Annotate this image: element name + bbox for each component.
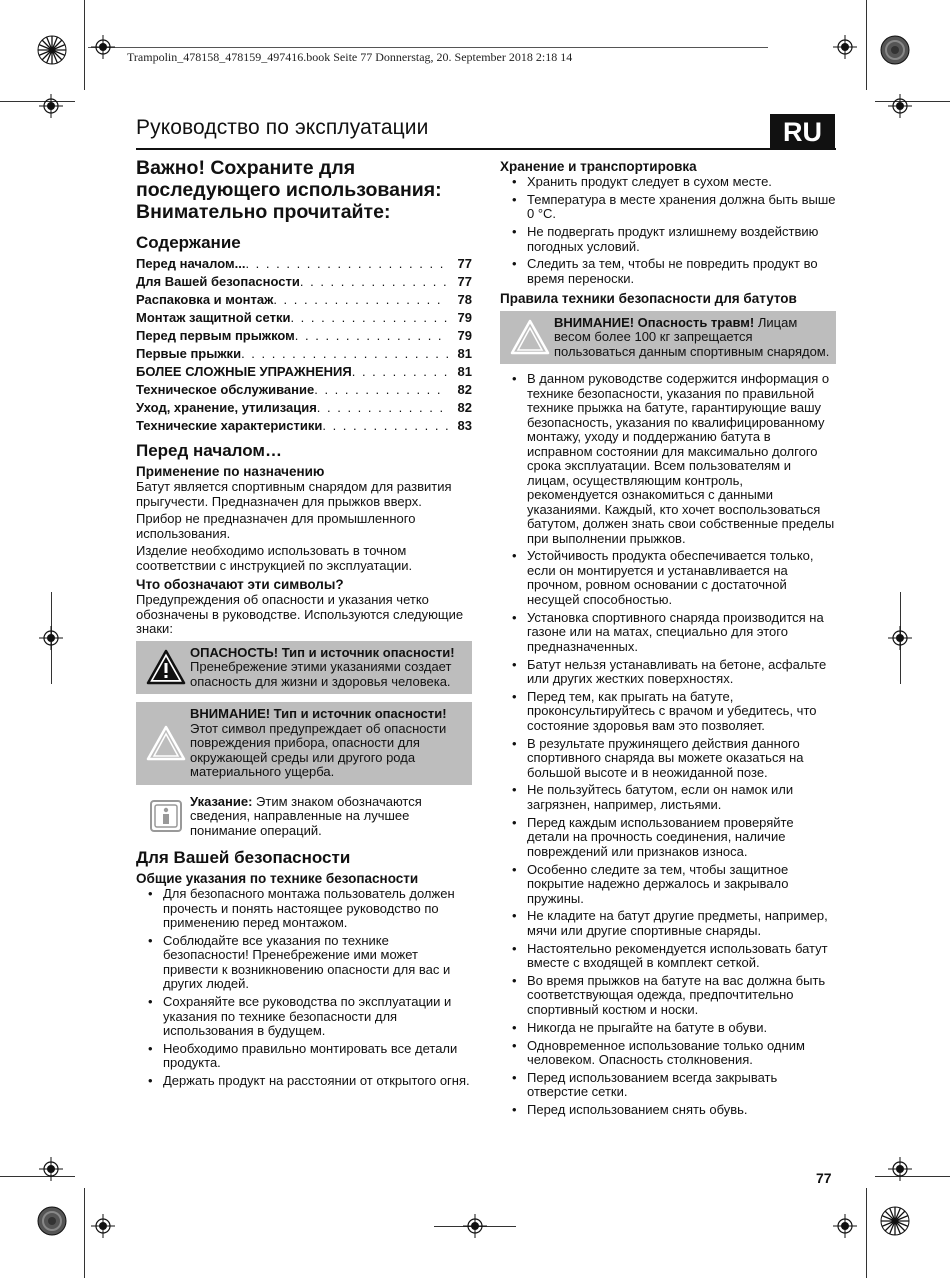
right-column	[500, 158, 836, 1121]
usage-paragraph: Батут является спортивным снарядом для развития прыгучести. Предназначен для прыжков вверх.	[136, 479, 452, 509]
toc-entry[interactable]: Технические характеристики . . . 83	[136, 417, 472, 435]
injury-text: Лицам весом более 100 кг запрещается пользоваться данным спортивным снарядом.	[554, 314, 830, 359]
info-icon	[150, 800, 182, 832]
list-item: • Установка спортивного снаряда производится на газоне или на матах, специально для этого предназначенных.	[500, 611, 836, 655]
list-item: • Не подвергать продукт излишнему воздействию погодных условий.	[500, 225, 836, 254]
list-item: • Настоятельно рекомендуется использовать батут вместе с входящей в комплект сеткой.	[500, 942, 836, 971]
starburst-mark-icon	[37, 35, 67, 65]
list-item: • Для безопасного монтажа пользователь должен прочесть и понять настоящее руководство по применению перед монтажом.	[136, 887, 472, 931]
warning-label: ВНИМАНИЕ! Тип и источник опасности!	[190, 706, 447, 721]
usage-paragraph: Прибор не предназначен для промышленного использования.	[136, 511, 416, 541]
danger-box	[136, 641, 472, 695]
toc-entry[interactable]: Распаковка и монтаж . . . 78	[136, 291, 472, 309]
list-item: • Не пользуйтесь батутом, если он намок или загрязнен, например, листьями.	[500, 783, 836, 812]
list-item: • Необходимо правильно монтировать все детали продукта.	[136, 1042, 472, 1071]
important-notice: Важно! Сохраните для последующего использования: Внимательно прочитайте:	[136, 157, 442, 223]
starburst-mark-icon	[880, 1206, 910, 1236]
toc-entry[interactable]: Техническое обслуживание . . . 82	[136, 381, 472, 399]
warning-triangle-icon	[510, 319, 550, 355]
toc-entry[interactable]: Уход, хранение, утилизация . . . 82	[136, 399, 472, 417]
registration-mark-icon	[833, 35, 857, 59]
note-box	[136, 793, 472, 841]
registration-mark-icon	[888, 1157, 912, 1181]
injury-label: ВНИМАНИЕ! Опасность травм!	[554, 314, 755, 330]
list-item: • Соблюдайте все указания по технике безопасности! Пренебрежение ими может привести к возникновению опасности для вас и других людей.	[136, 934, 472, 992]
list-item: • Батут нельзя устанавливать на бетоне, асфальте или других жестких поверхностях.	[500, 658, 836, 687]
list-item: • Хранить продукт следует в сухом месте.	[500, 175, 836, 190]
toc-entry[interactable]: Первые прыжки . . . 81	[136, 345, 472, 363]
list-item: • Перед тем, как прыгать на батуте, проконсультируйтесь с врачом и убедитесь, что состояние здоровья вам это позволяет.	[500, 690, 836, 734]
section-before-start: Перед началом…	[136, 441, 282, 460]
list-item: • Сохраняйте все руководства по эксплуатации и указания по технике безопасности для использования в будущем.	[136, 995, 472, 1039]
general-safety-title: Общие указания по технике безопасности	[136, 871, 419, 886]
list-item: • Во время прыжков на батуте на вас должна быть соответствующая одежда, предпочтительно спортивный костюм и носки.	[500, 974, 836, 1018]
registration-mark-icon	[833, 1214, 857, 1238]
list-item: • Следить за тем, чтобы не повредить продукт во время переноски.	[500, 257, 836, 286]
symbols-title: Что обозначают эти символы?	[136, 577, 344, 592]
list-item: • Не кладите на батут другие предметы, например, мячи или другие спортивные снаряды.	[500, 909, 836, 938]
registration-mark-icon	[39, 626, 63, 650]
registration-mark-icon	[39, 1157, 63, 1181]
storage-title: Хранение и транспортировка	[500, 159, 697, 174]
gray-target-mark-icon	[37, 1206, 67, 1236]
toc-entry[interactable]: Для Вашей безопасности . . . 77	[136, 273, 472, 291]
toc-title: Содержание	[136, 233, 241, 252]
storage-list	[500, 175, 836, 286]
list-item: • Особенно следите за тем, чтобы защитное покрытие надежно держалось и закрывало пружины.	[500, 863, 836, 907]
page-title: Руководство по эксплуатации	[136, 116, 429, 139]
list-item: • Устойчивость продукта обеспечивается только, если он монтируется и устанавливается на прочном, ровном основании с достаточной несущей способностью.	[500, 549, 836, 607]
left-column	[136, 157, 472, 1092]
note-text: Этим знаком обозначаются сведения, направленные на лучшее понимание операций.	[190, 793, 422, 838]
danger-triangle-icon	[146, 649, 186, 685]
toc-entry[interactable]: Перед началом... . . . 77	[136, 255, 472, 273]
warning-box	[136, 702, 472, 785]
list-item: • В результате пружинящего действия данного спортивного снаряда вы можете оказаться на большой высоте и в неожиданной позе.	[500, 737, 836, 781]
list-item: • Одновременное использование только одним человеком. Опасность столкновения.	[500, 1039, 836, 1068]
trampoline-rules-list	[500, 372, 836, 1117]
language-badge: RU	[770, 114, 835, 150]
warning-text: Этот символ предупреждает об опасности повреждения прибора, опасности для окружающей среды или другого рода материального ущерба.	[190, 720, 447, 779]
toc-entry[interactable]: БОЛЕЕ СЛОЖНЫЕ УПРАЖНЕНИЯ . . . 81	[136, 363, 472, 381]
registration-mark-icon	[91, 35, 115, 59]
usage-title: Применение по назначению	[136, 464, 325, 479]
list-item: • Перед каждым использованием проверяйте детали на прочность соединения, наличие повреждений или признаков износа.	[500, 816, 836, 860]
table-of-contents	[136, 255, 472, 435]
general-safety-list	[136, 887, 472, 1089]
print-header: Trampolin_478158_478159_497416.book Seite 77 Donnerstag, 20. September 2018 2:18 14	[127, 50, 573, 64]
list-item: • В данном руководстве содержится информация о технике безопасности, указания по правильной технике прыжка на батуте, гарантирующие вашу безопасность, указания по квалифицированному монтажу, уходу и поддержанию батута в исправном состоянии для максимально долгого срока эксплуатации. Всем пользователям и лицам, осуществляющим контроль, рекомендуется ознакомиться с данными указаниями. Каждый, кто хочет воспользоваться батутом, должен знать свои собственные пределы при выполнении прыжков.	[500, 372, 836, 546]
section-safety: Для Вашей безопасности	[136, 848, 351, 867]
registration-mark-icon	[39, 94, 63, 118]
registration-mark-icon	[888, 94, 912, 118]
title-divider	[136, 148, 836, 150]
registration-mark-icon	[463, 1214, 487, 1238]
trampoline-rules-title: Правила техники безопасности для батутов	[500, 290, 797, 306]
warning-triangle-icon	[146, 725, 186, 761]
list-item: • Держать продукт на расстоянии от открытого огня.	[136, 1074, 472, 1089]
registration-mark-icon	[91, 1214, 115, 1238]
list-item: • Перед использованием снять обувь.	[500, 1103, 836, 1118]
gray-target-mark-icon	[880, 35, 910, 65]
list-item: • Никогда не прыгайте на батуте в обуви.	[500, 1021, 836, 1036]
toc-entry[interactable]: Перед первым прыжком . . . 79	[136, 327, 472, 345]
list-item: • Температура в месте хранения должна быть выше 0 °C.	[500, 193, 836, 222]
list-item: • Перед использованием всегда закрывать отверстие сетки.	[500, 1071, 836, 1100]
injury-warning-box	[500, 311, 836, 365]
danger-label: ОПАСНОСТЬ! Тип и источник опасности!	[190, 644, 455, 660]
registration-mark-icon	[888, 626, 912, 650]
page-number: 77	[816, 1170, 832, 1186]
toc-entry[interactable]: Монтаж защитной сетки . . . 79	[136, 309, 472, 327]
danger-text: Пренебрежение этими указаниями создает опасность для жизни и здоровья человека.	[190, 659, 452, 689]
symbols-intro: Предупреждения об опасности и указания четко обозначены в руководстве. Используются следующие знаки:	[136, 592, 464, 636]
note-label: Указание:	[190, 793, 253, 809]
usage-paragraph: Изделие необходимо использовать в точном соответствии с инструкцией по эксплуатации.	[136, 543, 413, 573]
